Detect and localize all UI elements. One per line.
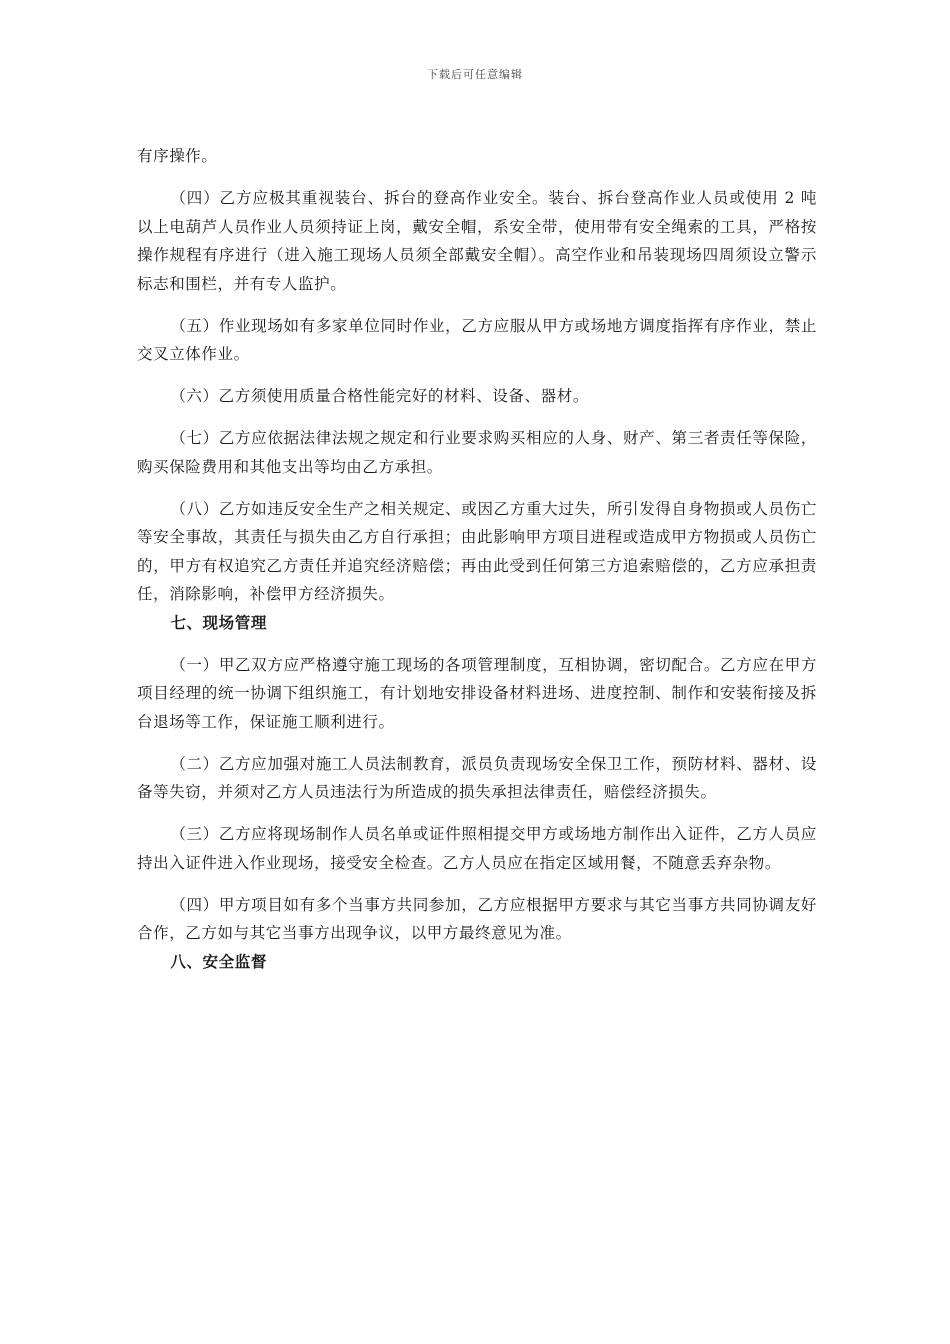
paragraph-site-clause-4: （四）甲方项目如有多个当事方共同参加，乙方应根据甲方要求与其它当事方共同协调友好合作，乙方如与其它当事方出现争议，以甲方最终意见为准。 xyxy=(137,895,817,942)
paragraph-clause-7: （七）乙方应依据法律法规之规定和行业要求购买相应的人身、财产、第三者责任等保险，购买保险费用和其他支出等均由乙方承担。 xyxy=(137,429,817,476)
paragraph-site-clause-1: （一）甲乙双方应严格遵守施工现场的各项管理制度，互相协调，密切配合。乙方应在甲方项目经理的统一协调下组织施工，有计划地安排设备材料进场、进度控制、制作和安装衔接及拆台退场等工作，保证施工顺利进行。 xyxy=(137,655,817,731)
paragraph-site-clause-2: （二）乙方应加强对施工人员法制教育，派员负责现场安全保卫工作，预防材料、器材、设备等失窃，并须对乙方人员违法行为所造成的损失承担法律责任，赔偿经济损失。 xyxy=(137,754,817,801)
paragraph-clause-4: （四）乙方应极其重视装台、拆台的登高作业安全。装台、拆台登高作业人员或使用 2 吨以上电葫芦人员作业人员须持证上岗，戴安全帽，系安全带，使用带有安全绳索的工具，严格按操作规程有序进行（进入施工现场人员须全部戴安全帽）。高空作业和吊装现场四周须设立警示标志和围栏，并有专人监护。 xyxy=(137,189,817,293)
paragraph-clause-5: （五）作业现场如有多家单位同时作业，乙方应服从甲方或场地方调度指挥有序作业，禁止交叉立体作业。 xyxy=(137,316,817,363)
paragraph-site-clause-3: （三）乙方应将现场制作人员名单或证件照相提交甲方或场地方制作出入证件，乙方人员应持出入证件进入作业现场，接受安全检查。乙方人员应在指定区域用餐，不随意丢弃杂物。 xyxy=(137,825,817,872)
section-heading-site-management: 七、现场管理 xyxy=(170,613,267,632)
section-heading-safety-supervision: 八、安全监督 xyxy=(170,952,267,971)
paragraph-continuation: 有序操作。 xyxy=(137,147,218,165)
paragraph-clause-6: （六）乙方须使用质量合格性能完好的材料、设备、器材。 xyxy=(170,387,589,405)
paragraph-clause-8: （八）乙方如违反安全生产之相关规定、或因乙方重大过失，所引发得自身物损或人员伤亡等安全事故，其责任与损失由乙方自行承担；由此影响甲方项目进程或造成甲方物损或人员伤亡的，甲方有权追究乙方责任并追究经济赔偿；再由此受到任何第三方追索赔偿的，乙方应承担责任，消除影响，补偿甲方经济损失。 xyxy=(137,499,817,603)
header-note: 下载后可任意编辑 xyxy=(427,68,523,81)
document-body xyxy=(137,142,817,976)
